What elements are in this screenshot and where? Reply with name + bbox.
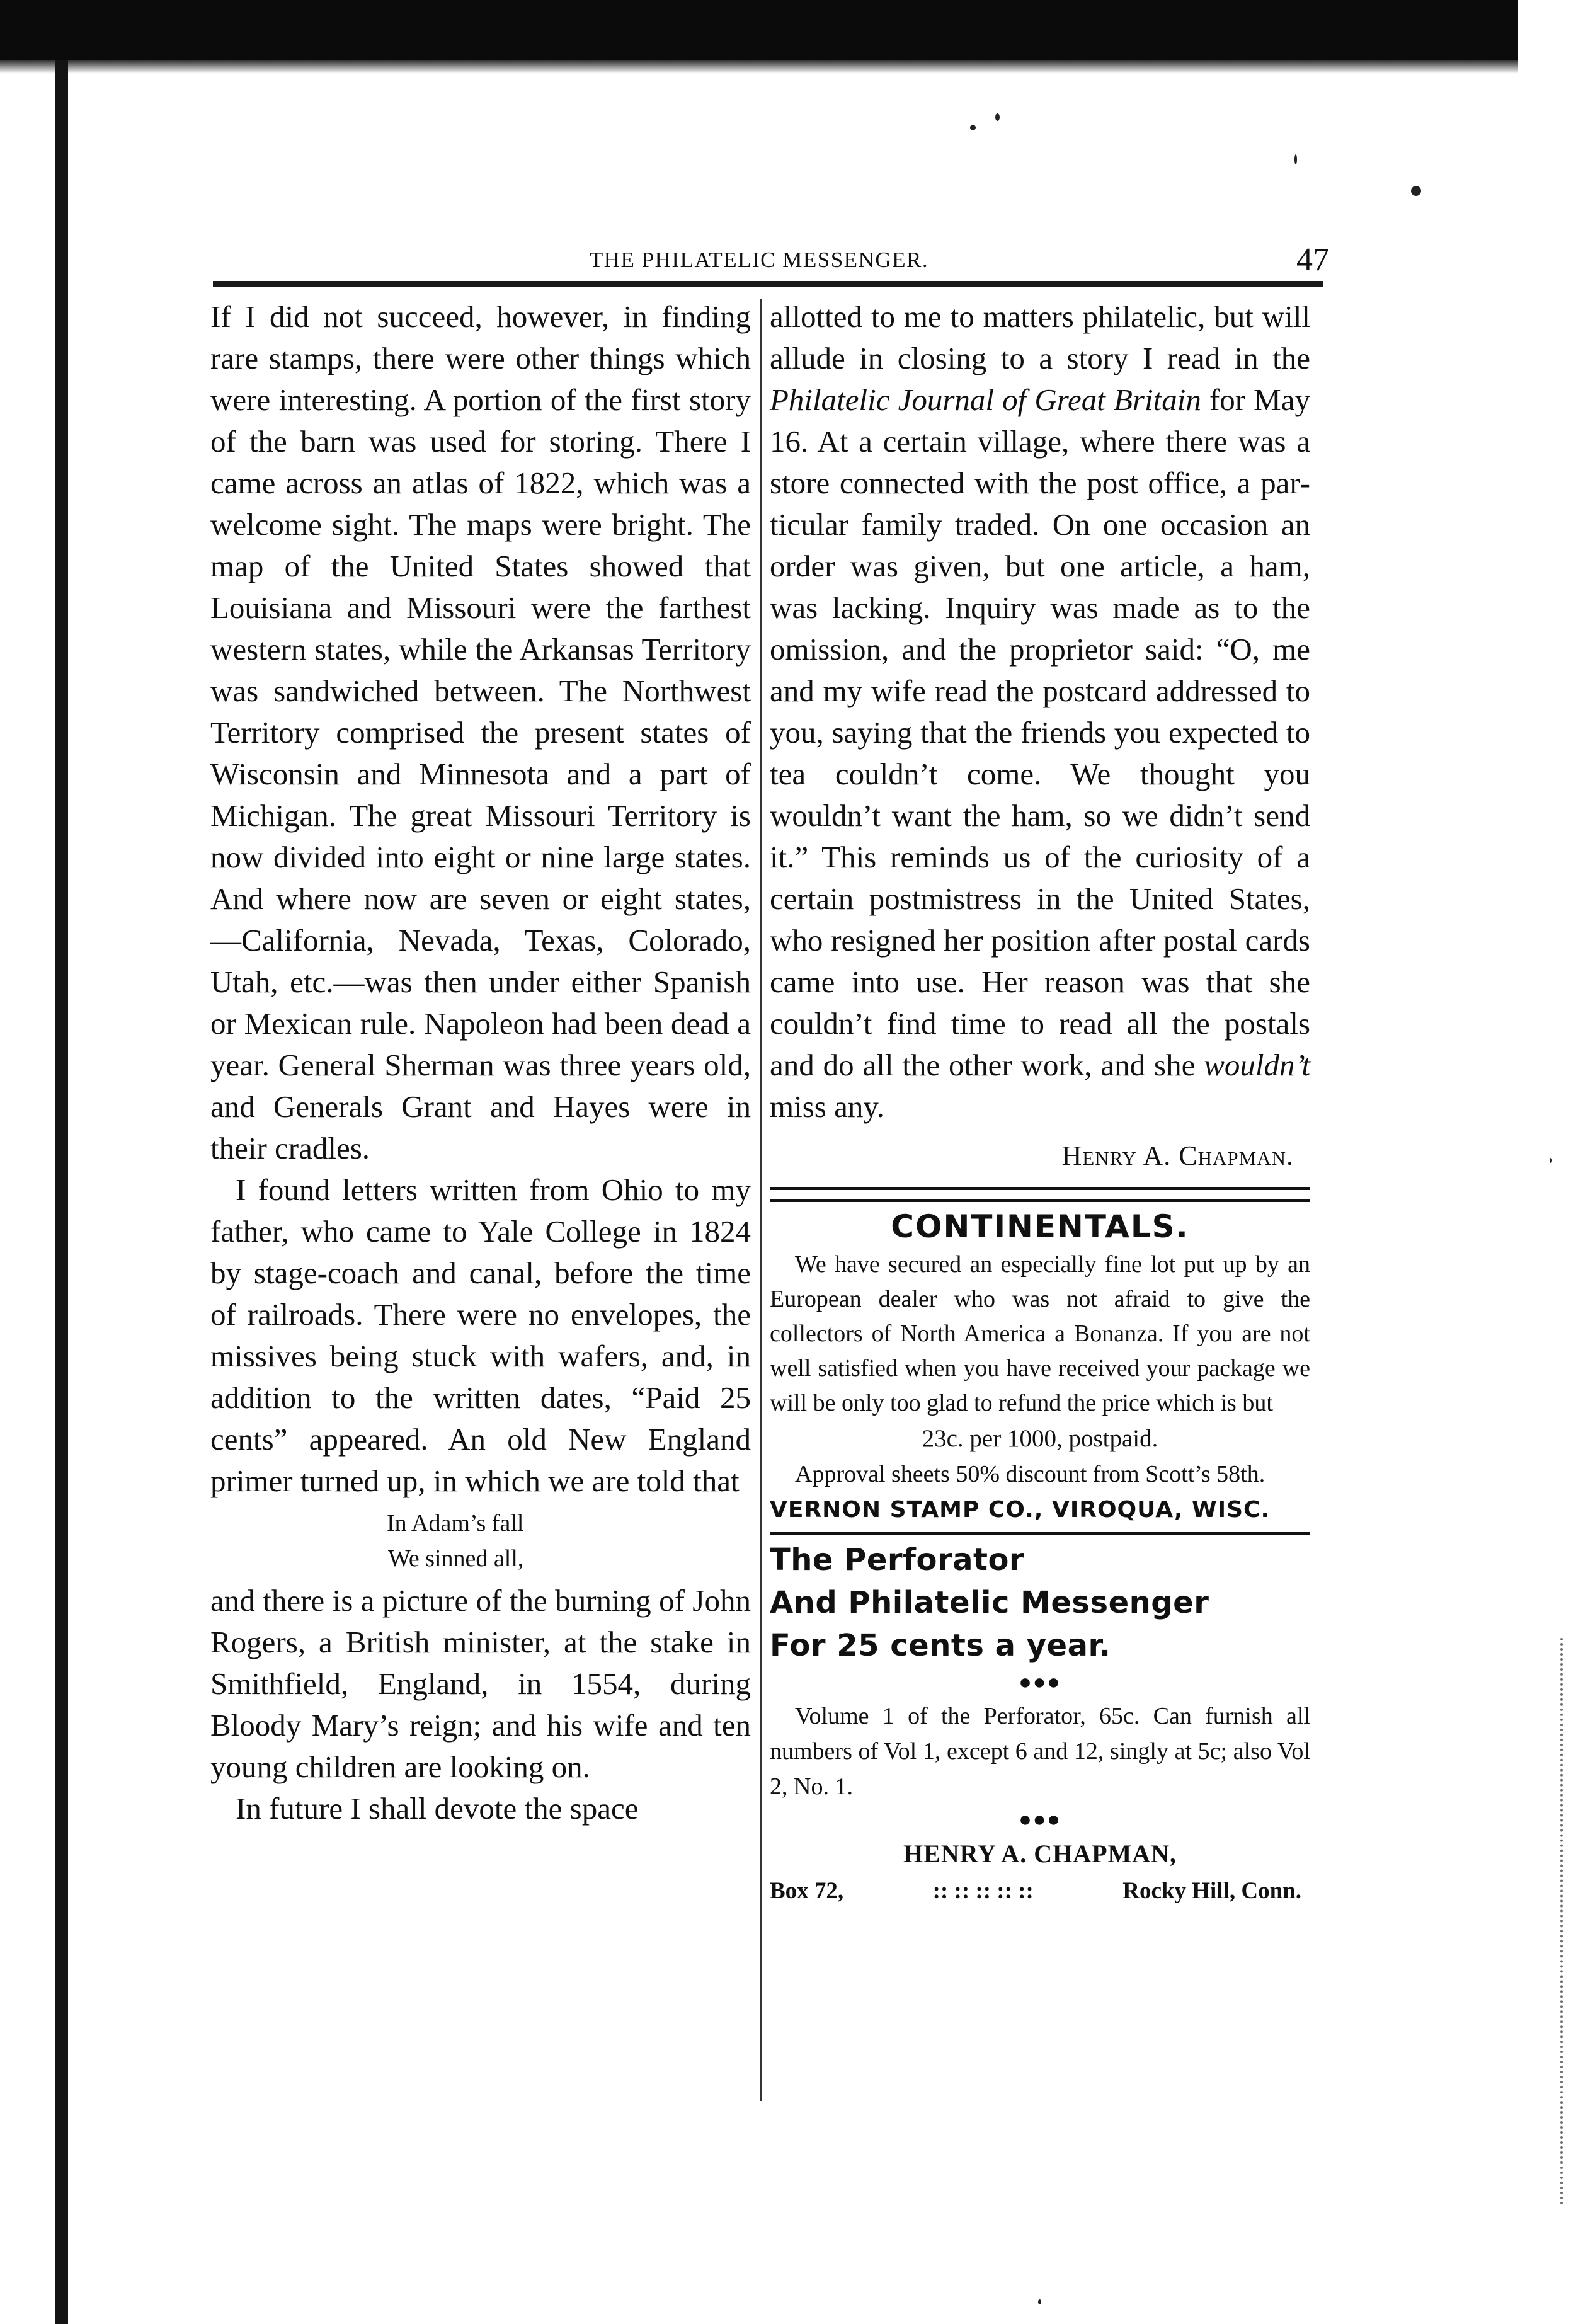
ornament-dots-2: ●●● [1019, 1808, 1061, 1831]
ad-separator-rule [770, 1187, 1310, 1202]
publisher-address [770, 1872, 1310, 1910]
continentals-ad-title: CONTINENTALS. [891, 1208, 1189, 1245]
right-text-a: allotted to me to matters philatelic, but will allude in closing to a story I read in the [770, 299, 1310, 375]
journal-title: Philatelic Journal of Great Britain [770, 382, 1201, 417]
right-article [770, 296, 1310, 1128]
continentals-approval [770, 1457, 1310, 1492]
right-column [770, 296, 1310, 1910]
perforator-price-line: For 25 cents a year. [770, 1628, 1111, 1663]
scan-speck [1038, 2299, 1041, 2304]
scan-right-edge-marks [1560, 1638, 1588, 2205]
right-text-c: miss any. [770, 1089, 884, 1124]
page-number: 47 [1296, 242, 1329, 278]
ornament-dots: ●●● [1019, 1671, 1061, 1694]
header-rule [213, 281, 1323, 287]
continentals-ad-body [770, 1247, 1310, 1421]
address-city: Rocky Hill, Conn. [1122, 1878, 1301, 1904]
vernon-stamp-company: VERNON STAMP CO., VIROQUA, WISC. [770, 1497, 1271, 1523]
scan-speck [1550, 1158, 1552, 1163]
author-signature: Henry A. Chapman. [1061, 1140, 1294, 1171]
publisher-name: HENRY A. CHAPMAN, [903, 1840, 1177, 1868]
continentals-ad-text: We have secured an especially fine lot put up by an European dealer who was not afraid to give the collectors of North America a Bonanza. If you are not well satisfied when you have received your package we will be only too glad to refund the price which is but [770, 1251, 1310, 1416]
left-paragraph-2: I found letters written from Ohio to my father, who came to Yale College in 1824 by stage-coach and canal, before the time of railroads. There were no envelopes, the missives being stuck with wafers, and, in addition to the written dates, “Paid 25 cents” appeared. An old New England primer turned up, in which we are told that [210, 1172, 751, 1498]
ad-divider-rule [770, 1532, 1310, 1535]
perforator-volume-info [770, 1698, 1310, 1804]
primer-verse [210, 1506, 751, 1576]
right-paragraph-1 [770, 296, 1310, 1128]
left-paragraph-4: In future I shall devote the space [236, 1791, 639, 1826]
scan-speck [1411, 186, 1421, 196]
left-column [210, 296, 751, 1829]
running-head [189, 241, 1329, 280]
continentals-approval-text: Approval sheets 50% discount from Scott’s 58th. [795, 1461, 1265, 1487]
verse-line-1: In Adam’s fall [387, 1510, 524, 1537]
right-text-b: for May 16. At a certain village, where there was a store connected with the post office, a particular family traded. On one occasion an order was given, but one article, a ham, was lacking. Inquiry was made as to the omission, and the proprietor said: “O, me and my wife read the postcard addressed to you, saying that the friends you expected to tea couldn’t come. We thought you wouldn’t want the ham, so we didn’t send it.” This reminds us of the curiosity of a certain postmistress in the United States, who resigned her position after postal cards came into use. Her reason was that she couldn’t find time to read all the postals and do all the other work, and she [770, 382, 1310, 1082]
scan-top-border-shadow [0, 60, 1518, 74]
continentals-price: 23c. per 1000, postpaid. [922, 1425, 1158, 1452]
emphasis-word: wouldn’t [1204, 1048, 1310, 1082]
scan-speck [1294, 154, 1297, 164]
box-number: Box 72, [770, 1878, 844, 1904]
scan-top-border [0, 0, 1518, 60]
scan-speck [995, 113, 1000, 121]
column-divider [760, 299, 762, 2101]
verse-line-2: We sinned all, [388, 1545, 524, 1572]
left-paragraph-3: and there is a picture of the burning of John Rogers, a British minister, at the stake in Smithfield, England, in 1554, during Bloody Mary’s reign; and his wife and ten young children are looking on. [210, 1583, 751, 1784]
address-separators: :: :: :: :: :: [932, 1878, 1034, 1904]
scan-left-border [55, 60, 68, 2324]
perforator-title: The Perforator [770, 1542, 1025, 1577]
perforator-subtitle: And Philatelic Messenger [770, 1585, 1209, 1620]
left-paragraph-1: If I did not succeed, however, in finding rare stamps, there were other things which were interesting. A portion of the first story of the barn was used for storing. There I came across an atlas of 1822, which was a welcome sight. The maps were bright. The map of the United States showed that Louisiana and Missouri were the farthest western states, while the Arkansas Territory was sandwiched between. The Northwest Territory comprised the present states of Wisconsin and Minnesota and a part of Michigan. The great Missouri Territory is now divided into eight or nine large states. And where now are seven or eight states, —California, Nevada, Texas, Colorado, Utah, etc.—was then under either Spanish or Mexican rule. Napoleon had been dead a year. General Sherman was three years old, and Generals Grant and Hayes were in their cradles. [210, 299, 751, 1165]
scan-speck [970, 125, 976, 130]
running-title: THE PHILATELIC MESSENGER. [589, 248, 929, 272]
perforator-volume-text: Volume 1 of the Perforator, 65c. Can furnish all numbers of Vol 1, except 6 and 12, singly at 5c; also Vol 2, No. 1. [770, 1703, 1310, 1800]
